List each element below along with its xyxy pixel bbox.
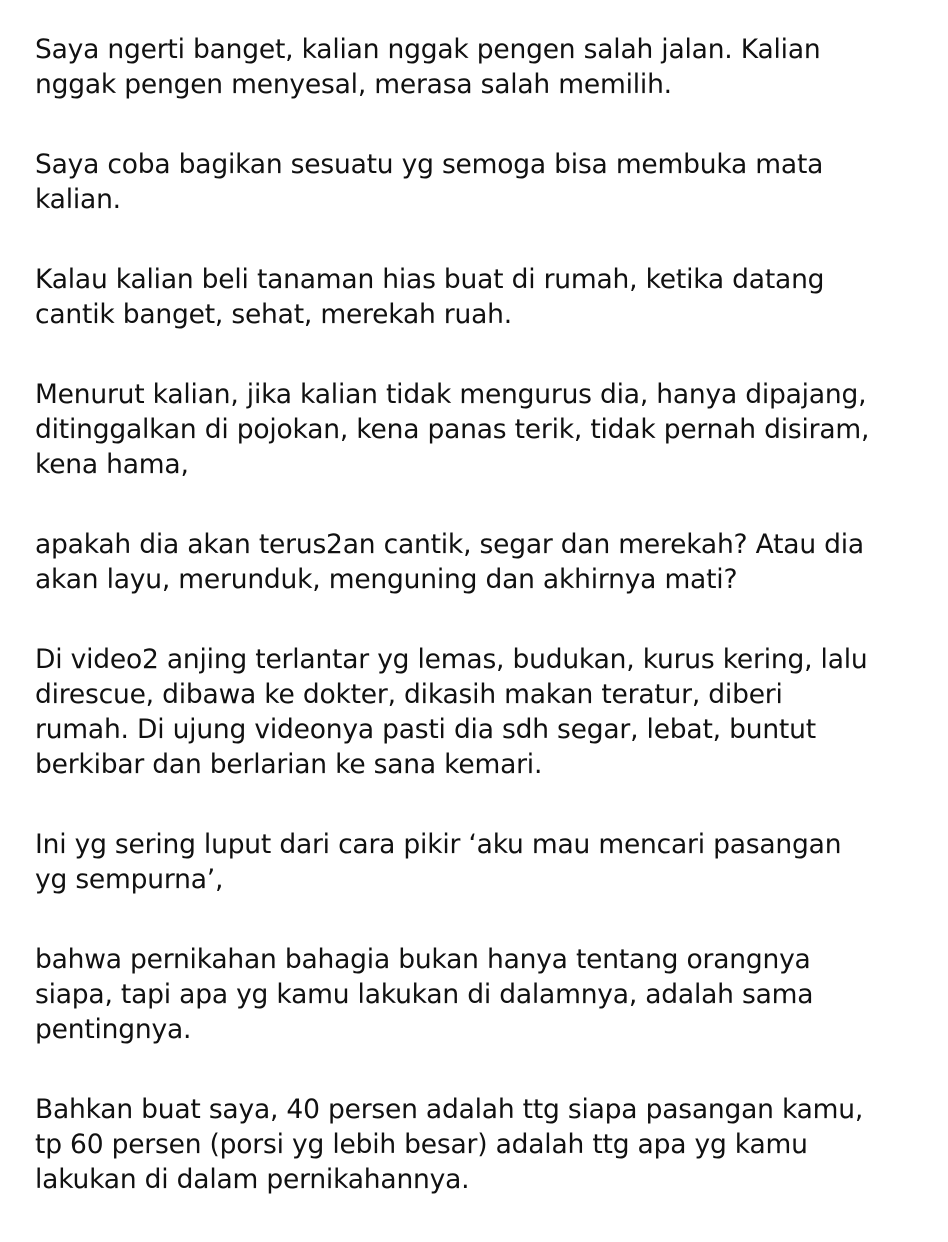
text-line: tp 60 persen (porsi yg lebih besar) adalah ttg apa yg kamu [35,1129,808,1160]
paragraph [35,32,915,102]
text-line: siapa, tapi apa yg kamu lakukan di dalamnya, adalah sama [35,979,814,1010]
paragraph [35,642,915,782]
text-line: direscue, dibawa ke dokter, dikasih makan teratur, diberi [35,679,783,710]
text-line: pentingnya. [35,1014,192,1045]
paragraph [35,1092,915,1197]
text-line: yg sempurna’, [35,864,224,895]
text-line: Saya ngerti banget, kalian nggak pengen salah jalan. Kalian [35,34,821,65]
text-line: Bahkan buat saya, 40 persen adalah ttg siapa pasangan kamu, [35,1094,864,1125]
paragraph [35,827,915,897]
text-line: kena hama, [35,449,189,480]
text-line: Di video2 anjing terlantar yg lemas, budukan, kurus kering, lalu [35,644,868,675]
paragraph [35,527,915,597]
paragraph [35,147,915,217]
text-line: apakah dia akan terus2an cantik, segar dan merekah? Atau dia [35,529,864,560]
text-line: lakukan di dalam pernikahannya. [35,1164,470,1195]
note-body [35,32,915,1242]
text-line: Menurut kalian, jika kalian tidak mengurus dia, hanya dipajang, [35,379,867,410]
text-line: berkibar dan berlarian ke sana kemari. [35,749,543,780]
text-line: Saya coba bagikan sesuatu yg semoga bisa membuka mata [35,149,824,180]
text-line: ditinggalkan di pojokan, kena panas terik, tidak pernah disiram, [35,414,870,445]
paragraph [35,377,915,482]
text-line: kalian. [35,184,121,215]
paragraph [35,262,915,332]
text-line: akan layu, merunduk, menguning dan akhirnya mati? [35,564,738,595]
text-line: Kalau kalian beli tanaman hias buat di rumah, ketika datang [35,264,825,295]
text-line: bahwa pernikahan bahagia bukan hanya tentang orangnya [35,944,811,975]
text-line: nggak pengen menyesal, merasa salah memilih. [35,69,672,100]
text-line: Ini yg sering luput dari cara pikir ‘aku mau mencari pasangan [35,829,842,860]
text-line: cantik banget, sehat, merekah ruah. [35,299,512,330]
paragraph [35,942,915,1047]
text-line: rumah. Di ujung videonya pasti dia sdh segar, lebat, buntut [35,714,816,745]
